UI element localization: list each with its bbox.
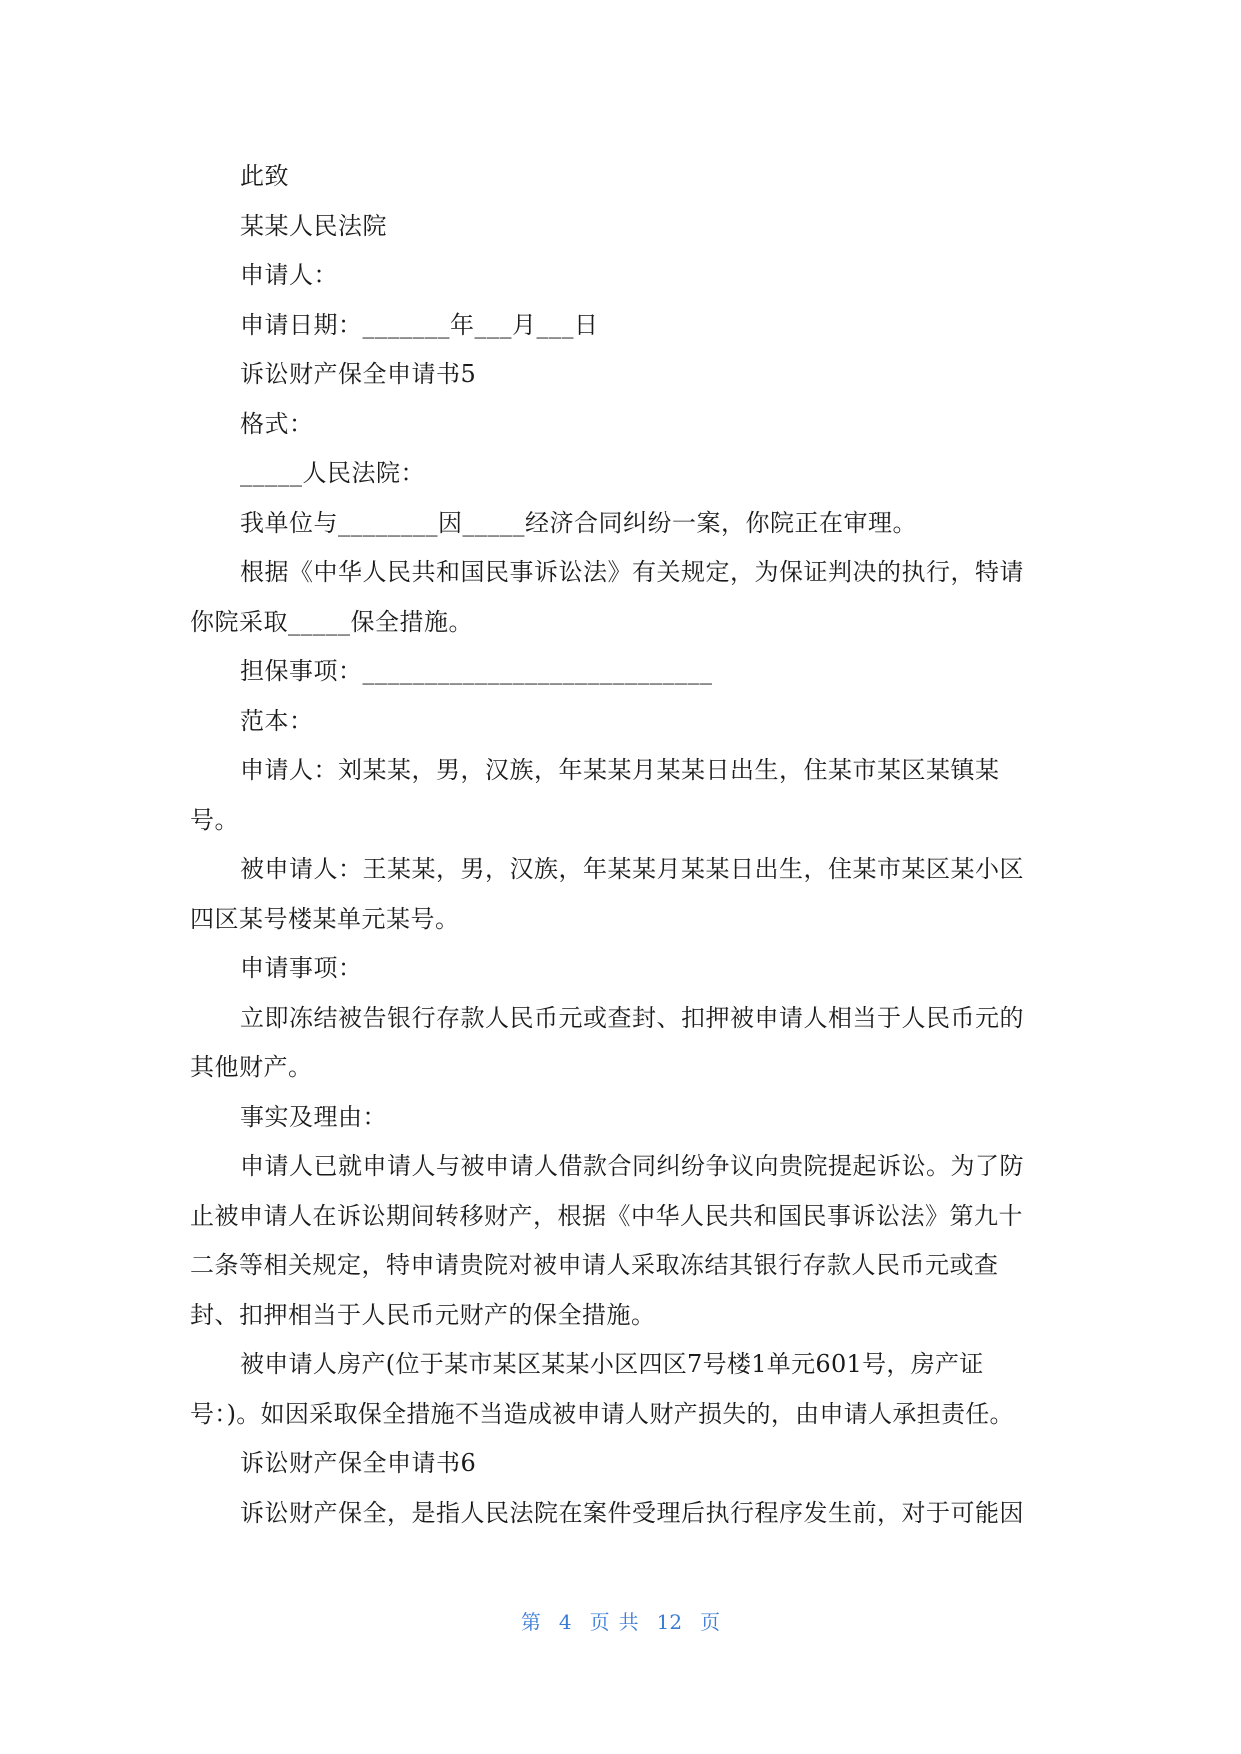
- footer-suffix: 页: [700, 1610, 721, 1634]
- paragraph: 被申请人房产(位于某市某区某某小区四区7号楼1单元601号，房产证号：)。如因采取保全措施不当造成被申请人财产损失的，由申请人承担责任。: [190, 1350, 1014, 1428]
- court-addressee: 某某人民法院: [240, 211, 387, 240]
- footer-prefix: 第: [520, 1610, 541, 1634]
- application-date: 申请日期：_______年___月___日: [240, 310, 599, 339]
- facts-label: 事实及理由：: [240, 1102, 387, 1131]
- footer-total-pages: 12: [656, 1610, 683, 1634]
- paragraph: 申请人：刘某某，男，汉族，年某某月某某日出生，住某市某区某镇某号。: [190, 756, 1000, 834]
- footer-middle: 页 共: [589, 1610, 639, 1634]
- section-heading: 诉讼财产保全申请书5: [240, 360, 477, 388]
- paragraph: 被申请人：王某某，男，汉族，年某某月某某日出生，住某市某区某小区四区某号楼某单元某号。: [190, 855, 1024, 933]
- paragraph: 申请人已就申请人与被申请人借款合同纠纷争议向贵院提起诉讼。为了防止被申请人在诉讼期间转移财产，根据《中华人民共和国民事诉讼法》第九十二条等相关规定，特申请贵院对被申请人采取冻结其银行存款人民币元或查封、扣押相当于人民币元财产的保全措施。: [190, 1152, 1024, 1329]
- document-body: [190, 152, 1046, 1538]
- section-heading: 诉讼财产保全申请书6: [240, 1449, 477, 1477]
- paragraph: 我单位与________因_____经济合同纠纷一案，你院正在审理。: [240, 508, 917, 537]
- page-footer: [0, 1606, 1241, 1635]
- sample-label: 范本：: [240, 706, 314, 735]
- paragraph: 诉讼财产保全，是指人民法院在案件受理后执行程序发生前，对于可能因: [240, 1498, 1024, 1527]
- format-label: 格式：: [240, 409, 314, 438]
- guarantee-item: 担保事项：____________________________: [240, 657, 713, 685]
- footer-page-number: 4: [558, 1610, 572, 1634]
- paragraph: 根据《中华人民共和国民事诉讼法》有关规定，为保证判决的执行，特请你院采取_____保全措施。: [190, 558, 1024, 636]
- request-label: 申请事项：: [240, 954, 363, 982]
- closing-salutation: 此致: [240, 162, 289, 190]
- applicant-label: 申请人：: [240, 261, 338, 289]
- court-blank: _____人民法院：: [240, 459, 425, 487]
- paragraph: 立即冻结被告银行存款人民币元或查封、扣押被申请人相当于人民币元的其他财产。: [190, 1003, 1024, 1081]
